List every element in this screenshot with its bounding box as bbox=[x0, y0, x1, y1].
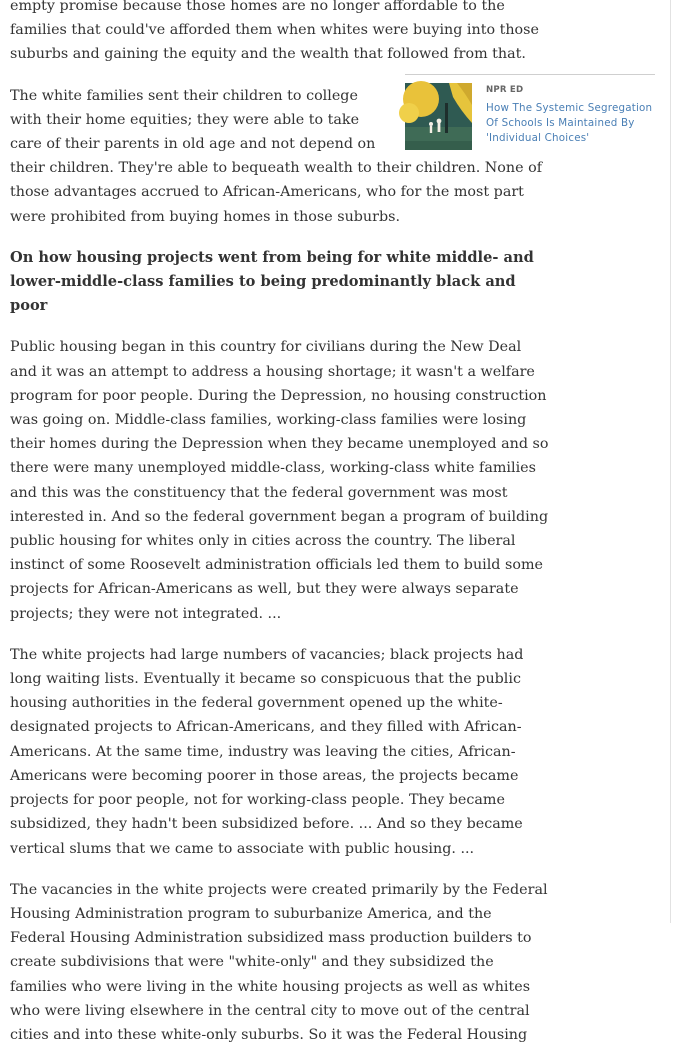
paragraph-2: The white families sent their children to college with their home equities; they were able to take care of their parents in old age and not depend on their children. They're able to bequeath wealth to their children. None of those advantages accrued to African-Americans, who for the most part were prohibited from buying homes in those suburbs. bbox=[10, 87, 543, 225]
paragraph-6: The vacancies in the white projects were created primarily by the Federal Housing Administration program to suburbanize America, and the Federal Housing Administration subsidized mass production builders to create subdivisions that were "white-only" and they subsidized the families who were living in the white housing projects as well as whites who were living elsewhere in the central city to move out of the central cities and into these white-only suburbs. So it was the Federal Housing bbox=[10, 881, 548, 1043]
page-edge-divider bbox=[670, 0, 671, 923]
article-body bbox=[10, 0, 653, 1064]
related-story-text bbox=[486, 83, 655, 146]
paragraph-1: empty promise because those homes are no longer affordable to the families that could've afforded them when whites were buying into those suburbs and gaining the equity and the wealth that followed from that. bbox=[10, 0, 539, 63]
section-subheading: On how housing projects went from being for white middle- and lower-middle-class families to being predominantly black and poor bbox=[10, 248, 534, 315]
paragraph-4: Public housing began in this country for civilians during the New Deal and it was an attempt to address a housing shortage; it wasn't a welfare program for poor people. During the Depression, no housing construction was going on. Middle-class families, working-class families were losing their homes during the Depression when they became unemployed and so there were many unemployed middle-class, working-class white families and this was the constituency that the federal government was most interested in. And so the federal government began a program of building public housing for whites only in cities across the country. The liberal instinct of some Roosevelt administration officials led them to build some projects for African-Americans as well, but they were always separate projects; they were not integrated. ... bbox=[10, 339, 549, 622]
related-story-link[interactable]: How The Systemic Segregation Of Schools Is Maintained By 'Individual Choices' bbox=[486, 101, 653, 144]
related-story-card[interactable] bbox=[405, 74, 655, 150]
related-story-thumbnail[interactable] bbox=[405, 83, 472, 150]
related-story-slug[interactable]: NPR ED bbox=[486, 84, 524, 95]
paragraph-5: The white projects had large numbers of vacancies; black projects had long waiting lists. Eventually it became so conspicuous that the public housing authorities in the federal government opened up the white-designated projects to African-Americans, and they filled with African-Americans. At the same time, industry was leaving the cities, African-Americans were becoming poorer in those areas, the projects became projects for poor people, not for working-class people. They became subsidized, they hadn't been subsidized before. ... And so they became vertical slums that we came to associate with public housing. ... bbox=[10, 646, 524, 857]
